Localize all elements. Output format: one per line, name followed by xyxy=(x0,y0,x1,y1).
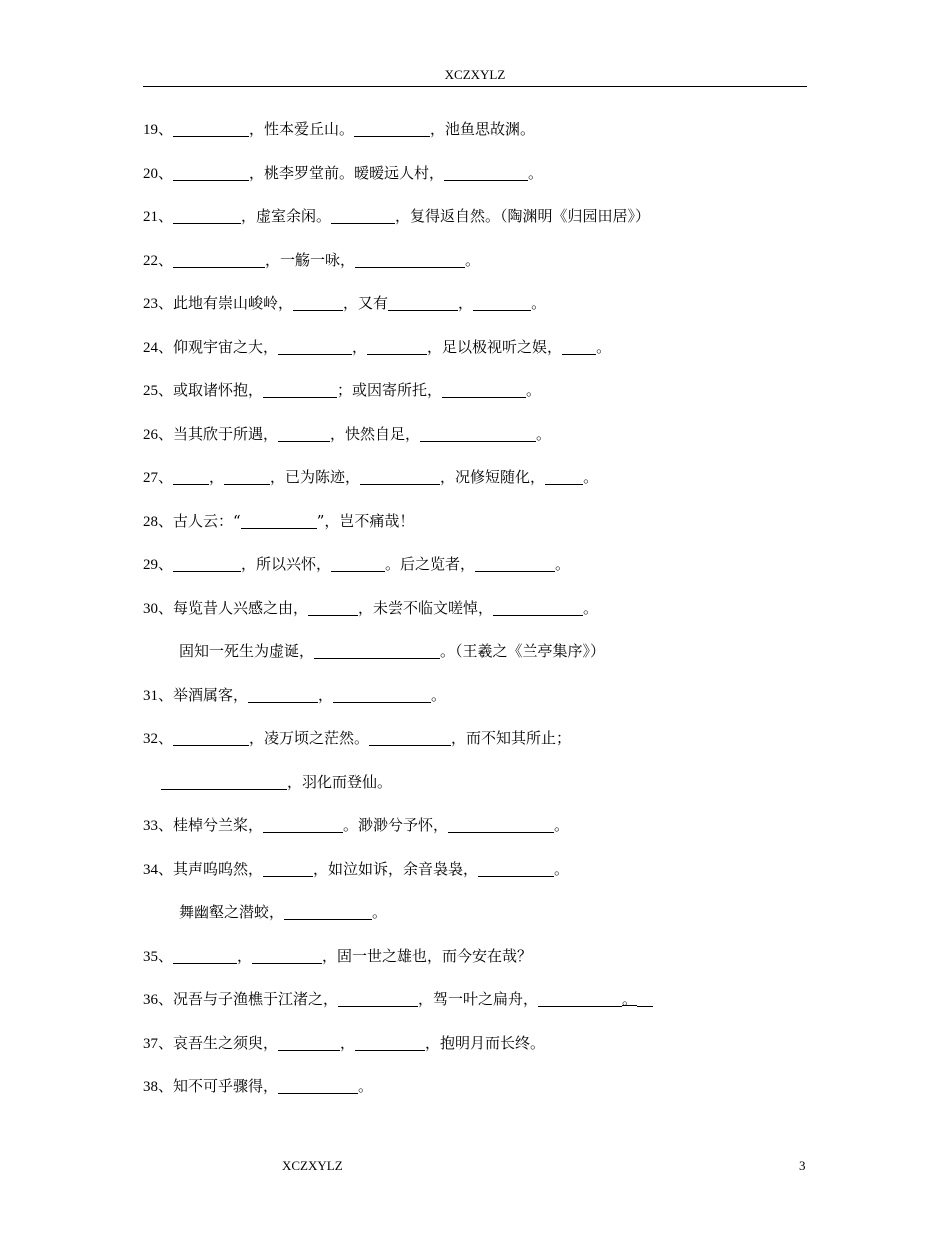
answer-blank[interactable] xyxy=(475,555,555,572)
question-text: 。 xyxy=(583,468,599,486)
question-30 xyxy=(143,597,807,641)
answer-blank[interactable] xyxy=(478,860,554,877)
answer-blank[interactable] xyxy=(278,425,330,442)
question-text: ， xyxy=(237,946,253,965)
question-text: 当其欣于所遇， xyxy=(173,424,279,443)
answer-blank[interactable] xyxy=(241,512,317,529)
question-text: ，已为陈迹， xyxy=(270,468,361,486)
question-text: ，性本爱丘山。 xyxy=(249,120,355,138)
answer-blank[interactable] xyxy=(369,729,451,746)
question-23 xyxy=(143,292,807,336)
question-text: 。 xyxy=(554,859,570,878)
question-36 xyxy=(143,988,807,1032)
question-text: ，如泣如诉，余音袅袅， xyxy=(313,859,479,878)
question-text: 。 xyxy=(526,381,542,399)
question-text: 古人云：“ xyxy=(173,511,241,530)
question-text: 举酒属客， xyxy=(173,685,249,704)
question-text: 。 xyxy=(528,163,544,182)
question-27 xyxy=(143,466,807,510)
question-text: 桂棹兮兰桨， xyxy=(173,816,264,834)
question-34 xyxy=(143,858,807,902)
answer-blank[interactable] xyxy=(263,381,337,398)
question-number: 30、 xyxy=(143,600,174,617)
question-text: 。 xyxy=(536,424,552,443)
question-text: 况吾与子渔樵于江渚之， xyxy=(173,990,339,1008)
answer-blank[interactable] xyxy=(333,686,431,703)
question-number: 34、 xyxy=(143,861,174,878)
question-text: ，一觞一咏， xyxy=(265,250,356,269)
question-32-continued xyxy=(143,771,807,815)
question-text: 其声呜呜然， xyxy=(173,859,264,878)
question-37 xyxy=(143,1032,807,1076)
answer-blank[interactable] xyxy=(173,207,241,224)
question-text: 仰观宇宙之大， xyxy=(173,337,279,356)
answer-blank[interactable] xyxy=(161,773,287,790)
answer-blank[interactable] xyxy=(331,207,395,224)
question-text: ，而不知其所止； xyxy=(451,729,572,747)
question-35 xyxy=(143,945,807,989)
question-text: ，池鱼思故渊。 xyxy=(430,120,536,138)
answer-blank[interactable] xyxy=(173,251,265,268)
question-number: 27、 xyxy=(143,470,174,486)
answer-blank[interactable] xyxy=(173,947,237,964)
question-24 xyxy=(143,336,807,380)
question-number: 25、 xyxy=(143,383,174,399)
question-text: 。后之览者， xyxy=(385,555,476,573)
question-text: 。 xyxy=(596,337,612,356)
answer-blank[interactable] xyxy=(278,1034,340,1051)
question-text: ，虚室余闲。 xyxy=(241,207,332,225)
question-number: 36、 xyxy=(143,992,174,1008)
question-26 xyxy=(143,423,807,467)
question-text: ， xyxy=(209,468,225,486)
question-text: ，未尝不临文嗟悼， xyxy=(358,598,494,617)
question-text: ，快然自足， xyxy=(330,424,421,443)
question-text: 。 xyxy=(583,598,599,617)
question-number: 31、 xyxy=(143,687,174,704)
answer-blank[interactable] xyxy=(278,338,352,355)
question-text: 。 xyxy=(555,555,571,573)
question-number: 38、 xyxy=(143,1079,174,1095)
question-31 xyxy=(143,684,807,728)
page-header: XCZXYLZ xyxy=(143,66,807,87)
answer-blank[interactable] xyxy=(263,816,343,833)
question-number: 22、 xyxy=(143,252,174,269)
question-text: 知不可乎骤得， xyxy=(173,1077,279,1095)
answer-blank[interactable] xyxy=(355,251,465,268)
answer-blank[interactable] xyxy=(354,120,430,137)
answer-blank[interactable] xyxy=(278,1077,358,1094)
question-text: ；或因寄所托， xyxy=(337,381,443,399)
question-text: 。 xyxy=(431,685,447,704)
answer-blank[interactable] xyxy=(448,816,554,833)
question-text: 或取诸怀抱， xyxy=(173,381,264,399)
question-text: 。 xyxy=(531,294,547,312)
question-text: 。 xyxy=(554,816,570,834)
answer-blank[interactable] xyxy=(538,990,622,1007)
answer-blank[interactable] xyxy=(545,468,583,485)
question-33 xyxy=(143,814,807,858)
answer-blank[interactable] xyxy=(442,381,526,398)
question-text: 舞幽壑之潜蛟， xyxy=(179,903,285,921)
question-text: 。（王羲之《兰亭集序》） xyxy=(440,642,606,660)
question-text: 。 xyxy=(622,990,638,1008)
question-text: ， xyxy=(458,294,474,312)
question-number: 26、 xyxy=(143,426,174,443)
answer-blank[interactable] xyxy=(473,294,531,311)
question-number: 23、 xyxy=(143,296,174,312)
question-text: ，又有 xyxy=(343,294,389,312)
question-text: ， xyxy=(340,1033,356,1052)
question-text: 。 xyxy=(358,1077,374,1095)
question-19 xyxy=(143,118,807,162)
question-number: 29、 xyxy=(143,557,174,573)
question-number: 21、 xyxy=(143,209,174,225)
question-text: ，复得返自然。（陶渊明《归园田居》） xyxy=(395,207,651,225)
answer-blank[interactable] xyxy=(420,425,536,442)
answer-blank[interactable] xyxy=(360,468,440,485)
question-text: 。 xyxy=(465,250,481,269)
question-32 xyxy=(143,727,807,771)
question-number: 24、 xyxy=(143,339,174,356)
page-number: 3 xyxy=(799,1158,806,1173)
question-text: 每览昔人兴感之由， xyxy=(173,598,309,617)
answer-blank[interactable] xyxy=(248,686,318,703)
question-list xyxy=(143,118,807,1119)
question-text: ，驾一叶之扁舟， xyxy=(418,990,539,1008)
question-text: 。 xyxy=(372,903,388,921)
question-number: 19、 xyxy=(143,122,174,138)
answer-blank[interactable] xyxy=(263,860,313,877)
question-text: 。渺渺兮予怀， xyxy=(343,816,449,834)
question-number: 35、 xyxy=(143,948,174,965)
question-text: ，况修短随化， xyxy=(440,468,546,486)
answer-blank[interactable] xyxy=(367,338,427,355)
question-number: 32、 xyxy=(143,731,174,747)
question-text: ，固一世之雄也，而今安在哉？ xyxy=(322,946,533,965)
question-number: 33、 xyxy=(143,818,174,834)
question-number: 37、 xyxy=(143,1035,174,1052)
question-text: ，抱明月而长终。 xyxy=(425,1033,546,1052)
answer-blank[interactable] xyxy=(173,468,209,485)
answer-blank[interactable] xyxy=(562,338,596,355)
answer-blank[interactable] xyxy=(173,120,249,137)
answer-blank[interactable] xyxy=(308,599,358,616)
question-text: ，桃李罗堂前。暧暧远人村， xyxy=(249,163,445,182)
answer-blank[interactable] xyxy=(314,642,440,659)
question-text: 哀吾生之须臾， xyxy=(173,1033,279,1052)
question-34-continued xyxy=(143,901,807,945)
question-28 xyxy=(143,510,807,554)
answer-blank[interactable] xyxy=(637,990,653,1007)
answer-blank[interactable] xyxy=(224,468,270,485)
question-text: ， xyxy=(352,337,368,356)
answer-blank[interactable] xyxy=(338,990,418,1007)
answer-blank[interactable] xyxy=(331,555,385,572)
answer-blank[interactable] xyxy=(388,294,458,311)
answer-blank[interactable] xyxy=(293,294,343,311)
question-text: ，羽化而登仙。 xyxy=(287,772,393,791)
question-text: ”，岂不痛哉！ xyxy=(316,511,415,530)
question-number: 28、 xyxy=(143,513,174,530)
question-30-continued xyxy=(143,640,807,684)
question-text: ，足以极视听之娱， xyxy=(427,337,563,356)
question-text: ， xyxy=(318,685,334,704)
answer-blank[interactable] xyxy=(252,947,322,964)
answer-blank[interactable] xyxy=(173,164,249,181)
question-text: 此地有崇山峻岭， xyxy=(173,294,294,312)
answer-blank[interactable] xyxy=(444,164,528,181)
question-25 xyxy=(143,379,807,423)
question-29 xyxy=(143,553,807,597)
question-text: ，所以兴怀， xyxy=(241,555,332,573)
answer-blank[interactable] xyxy=(173,555,241,572)
answer-blank[interactable] xyxy=(173,729,249,746)
answer-blank[interactable] xyxy=(284,903,372,920)
answer-blank[interactable] xyxy=(355,1034,425,1051)
question-text: ，凌万顷之茫然。 xyxy=(249,729,370,747)
page-footer-title: XCZXYLZ xyxy=(282,1158,343,1173)
question-number: 20、 xyxy=(143,165,174,182)
question-38 xyxy=(143,1075,807,1119)
question-21 xyxy=(143,205,807,249)
question-20 xyxy=(143,162,807,206)
answer-blank[interactable] xyxy=(493,599,583,616)
question-22 xyxy=(143,249,807,293)
question-text: 固知一死生为虚诞， xyxy=(179,642,315,660)
